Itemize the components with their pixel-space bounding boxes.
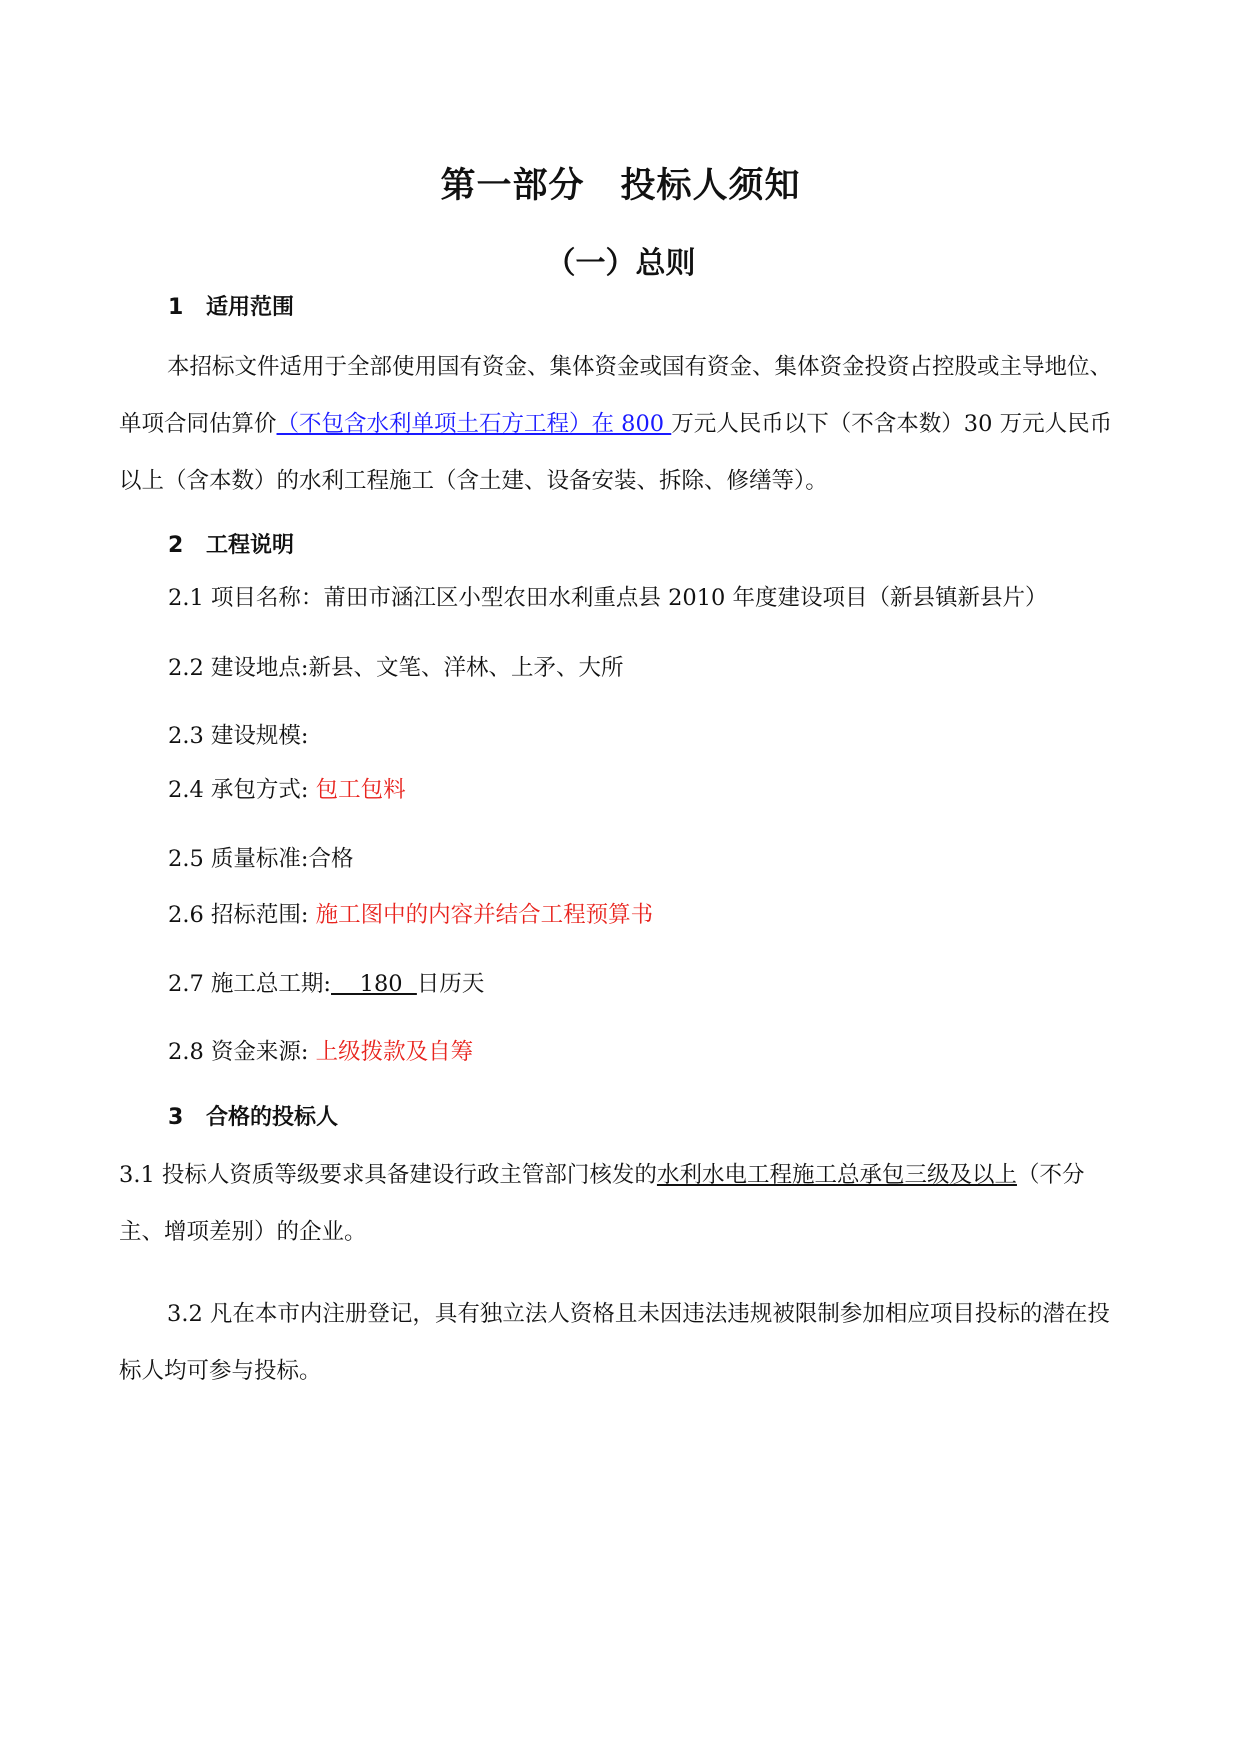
section-number: 2 xyxy=(168,533,184,558)
item-bid-scope xyxy=(168,897,653,929)
item-contract-method xyxy=(168,772,406,804)
item-location: 2.2 建设地点:新县、文笔、洋林、上矛、大所 xyxy=(168,655,624,681)
section-title: 适用范围 xyxy=(206,295,295,320)
underlined-text: 水利水电工程施工总承包三级及以上 xyxy=(656,1162,1017,1188)
section-2-heading xyxy=(168,528,294,559)
section-3-paragraph-2: 3.2 凡在本市内注册登记，具有独立法人资格且未因违法违规被限制参加相应项目投标的潜在投标人均可参与投标。 xyxy=(119,1301,1110,1384)
section-3-paragraph-1 xyxy=(119,1147,1119,1261)
item-construction-period xyxy=(168,966,484,998)
section-3-heading xyxy=(168,1100,338,1131)
item-value: 180 xyxy=(331,971,417,997)
section-title: 合格的投标人 xyxy=(206,1105,339,1130)
paragraph-text: 本招标文件适用于全部使用国有资金、集体资金或国有资金、集体资金投资占控股或主导地位、单项合同估算价 xyxy=(119,354,1113,437)
item-value: 施工图中的内容并结合工程预算书 xyxy=(315,902,654,928)
paragraph-text: 3.1 投标人资质等级要求具备建设行政主管部门核发的 xyxy=(119,1162,657,1188)
item-scale: 2.3 建设规模: xyxy=(168,723,309,749)
paragraph-text: （不分主、增项差别）的企业。 xyxy=(119,1162,1085,1245)
paragraph-text: 万元人民币以下（不含本数）30 万元人民币以上（含本数）的水利工程施工（含土建、设备安装、拆除、修缮等）。 xyxy=(119,411,1113,494)
item-unit: 日历天 xyxy=(416,971,485,997)
item-label: 2.7 施工总工期: xyxy=(168,971,332,997)
section-number: 1 xyxy=(168,295,184,320)
section-1-paragraph xyxy=(119,339,1119,510)
item-quality-standard: 2.5 质量标准:合格 xyxy=(168,846,354,872)
item-label: 2.8 资金来源: xyxy=(168,1039,316,1065)
item-value: 上级拨款及自筹 xyxy=(315,1039,474,1065)
page-title: 第一部分 投标人须知 xyxy=(440,166,801,206)
section-number: 3 xyxy=(168,1105,184,1130)
section-1-heading xyxy=(168,290,294,321)
item-label: 2.6 招标范围: xyxy=(168,902,316,928)
section-title: 工程说明 xyxy=(206,533,295,558)
page-subtitle: （一）总则 xyxy=(545,246,696,281)
hyperlink-text[interactable]: （不包含水利单项土石方工程）在 800 xyxy=(276,411,672,437)
item-label: 2.4 承包方式: xyxy=(168,777,316,803)
item-project-name: 2.1 项目名称：莆田市涵江区小型农田水利重点县 2010 年度建设项目（新县镇新县片） xyxy=(168,585,1048,611)
item-fund-source xyxy=(168,1034,473,1066)
item-value: 包工包料 xyxy=(315,777,406,803)
